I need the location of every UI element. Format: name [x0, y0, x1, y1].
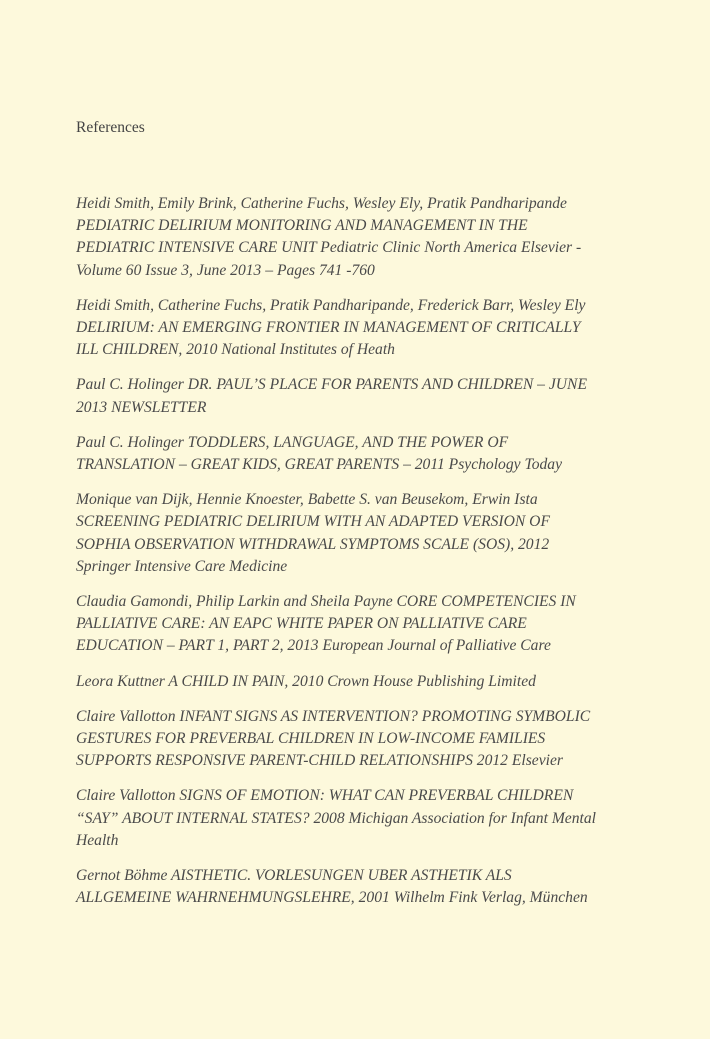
reference-entry [76, 193, 676, 282]
reference-line: Springer Intensive Care Medicine [76, 557, 288, 575]
reference-line: PEDIATRIC INTENSIVE CARE UNIT Pediatric Clinic North America Elsevier - [76, 239, 582, 257]
reference-entry [76, 591, 676, 658]
reference-line: Claire Vallotton SIGNS OF EMOTION: WHAT CAN PREVERBAL CHILDREN [76, 787, 574, 805]
reference-line: Volume 60 Issue 3, June 2013 – Pages 741 -760 [76, 261, 375, 279]
reference-line: SCREENING PEDIATRIC DELIRIUM WITH AN ADAPTED VERSION OF [76, 513, 550, 531]
reference-line: DELIRIUM: AN EMERGING FRONTIER IN MANAGEMENT OF CRITICALLY [76, 319, 581, 337]
reference-line: PALLIATIVE CARE: AN EAPC WHITE PAPER ON PALLIATIVE CARE [76, 615, 527, 633]
reference-line: ILL CHILDREN, 2010 National Institutes of Heath [76, 341, 395, 359]
reference-line: Paul C. Holinger DR. PAUL’S PLACE FOR PARENTS AND CHILDREN – JUNE [76, 376, 587, 394]
reference-line: ALLGEMEINE WAHRNEHMUNGSLEHRE, 2001 Wilhelm Fink Verlag, München [76, 889, 588, 907]
reference-entry [76, 671, 676, 693]
reference-entry [76, 295, 676, 362]
reference-list [76, 193, 676, 922]
reference-line: Monique van Dijk, Hennie Knoester, Babette S. van Beusekom, Erwin Ista [76, 491, 538, 509]
reference-line: Leora Kuttner A CHILD IN PAIN, 2010 Crown House Publishing Limited [76, 672, 536, 690]
reference-line: PEDIATRIC DELIRIUM MONITORING AND MANAGEMENT IN THE [76, 217, 528, 235]
reference-line: GESTURES FOR PREVERBAL CHILDREN IN LOW-INCOME FAMILIES [76, 730, 546, 748]
reference-line: Heidi Smith, Catherine Fuchs, Pratik Pandharipande, Frederick Barr, Wesley Ely [76, 296, 586, 314]
reference-line: SUPPORTS RESPONSIVE PARENT-CHILD RELATIONSHIPS 2012 Elsevier [76, 752, 563, 770]
reference-line: Claire Vallotton INFANT SIGNS AS INTERVENTION? PROMOTING SYMBOLIC [76, 707, 591, 725]
reference-entry [76, 489, 676, 578]
reference-entry [76, 785, 676, 852]
reference-line: “SAY” ABOUT INTERNAL STATES? 2008 Michigan Association for Infant Mental [76, 809, 596, 827]
reference-entry [76, 374, 676, 418]
reference-line: 2013 NEWSLETTER [76, 398, 207, 416]
reference-line: SOPHIA OBSERVATION WITHDRAWAL SYMPTOMS SCALE (SOS), 2012 [76, 535, 550, 553]
reference-line: TRANSLATION – GREAT KIDS, GREAT PARENTS – 2011 Psychology Today [76, 456, 563, 474]
reference-line: Heidi Smith, Emily Brink, Catherine Fuchs, Wesley Ely, Pratik Pandharipande [76, 195, 567, 212]
references-heading: References [76, 119, 145, 136]
reference-entry [76, 865, 676, 909]
reference-line: Claudia Gamondi, Philip Larkin and Sheila Payne CORE COMPETENCIES IN [76, 593, 576, 611]
reference-line: Health [76, 831, 119, 849]
reference-line: Paul C. Holinger TODDLERS, LANGUAGE, AND THE POWER OF [76, 433, 509, 451]
reference-line: EDUCATION – PART 1, PART 2, 2013 European Journal of Palliative Care [76, 637, 551, 655]
reference-entry [76, 432, 676, 476]
reference-line: Gernot Böhme AISTHETIC. VORLESUNGEN UBER ASTHETIK ALS [76, 867, 512, 885]
reference-entry [76, 706, 676, 773]
